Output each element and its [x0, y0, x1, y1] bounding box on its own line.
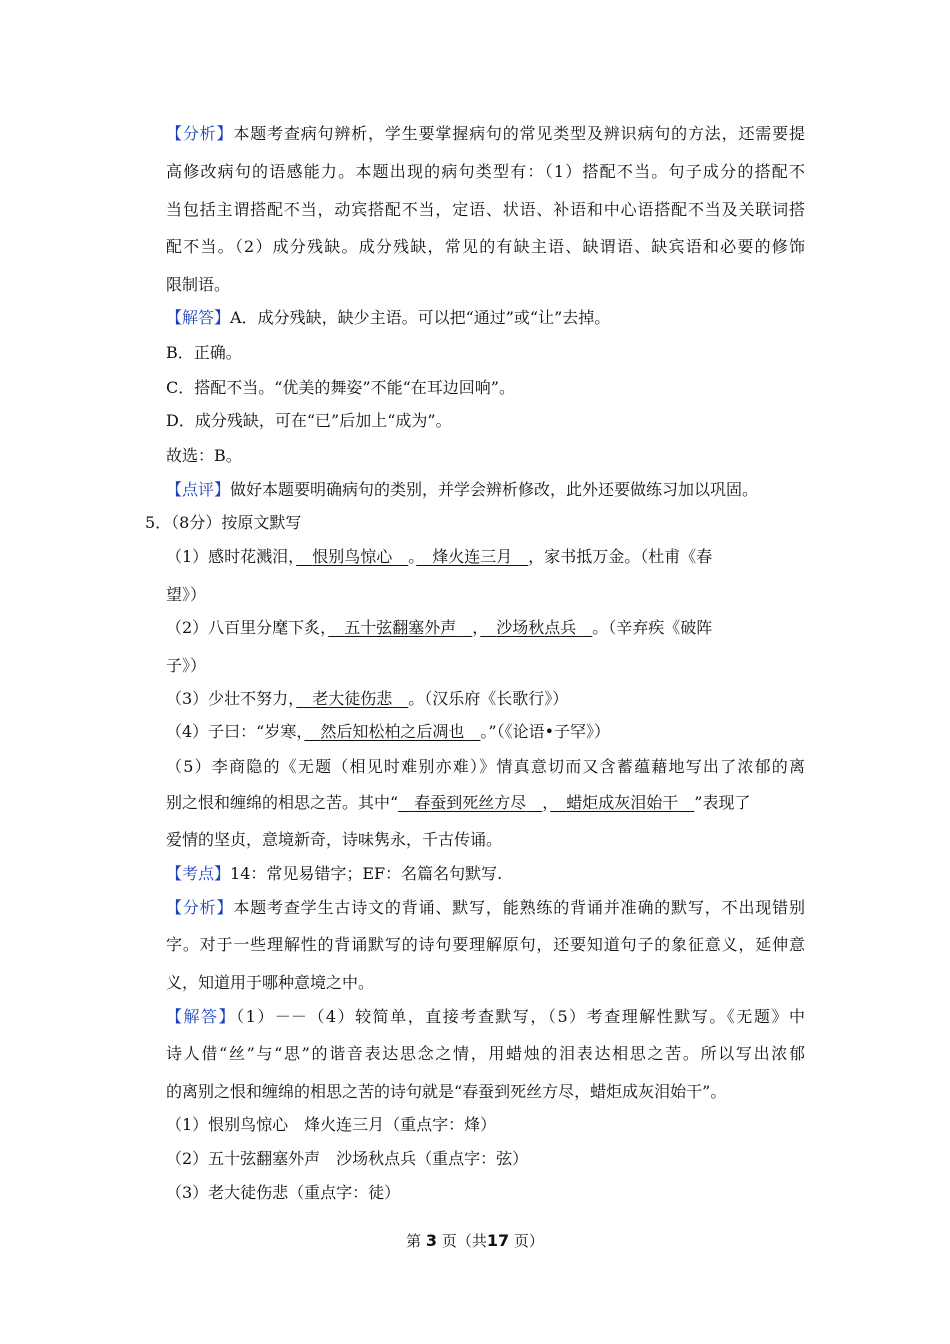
analysis-tag: 【分析】	[166, 898, 234, 917]
q5-analysis-line-3: 义，知道用于哪种意境之中。	[166, 973, 375, 992]
q5-key-line-3: （3）老大徒伤悲（重点字：徒）	[166, 1183, 401, 1202]
answer-blank: 老大徒伤悲	[312, 689, 393, 708]
q5-key-line-2: （2）五十弦翻塞外声 沙场秋点兵（重点字：弦）	[166, 1149, 529, 1168]
answer-blank: 五十弦翻塞外声	[344, 618, 457, 637]
q4-analysis-line-4: 配不当。（2）成分残缺。成分残缺，常见的有缺主语、缺谓语、缺宾语和必要的修饰	[166, 237, 805, 256]
q4-answer-c: C．搭配不当。“优美的舞姿”不能“在耳边回响”。	[166, 378, 515, 397]
q4-answer-b: B．正确。	[166, 343, 242, 362]
answer-tag: 【解答】	[166, 308, 231, 327]
answer-blank: 恨别鸟惊心	[312, 547, 393, 566]
answer-tag: 【解答】	[166, 1007, 237, 1026]
q5-item-4: （4）子曰：“岁寒， 然后知松柏之后凋也 。”（《论语•子罕》）	[166, 722, 611, 741]
q4-comment: 【点评】做好本题要明确病句的类别，并学会辨析修改，此外还要做练习加以巩固。	[166, 480, 759, 499]
analysis-tag: 【分析】	[166, 124, 234, 143]
q5-item-2: （2）八百里分麾下炙， 五十弦翻塞外声 ， 沙场秋点兵 。（辛弃疾《破阵	[166, 618, 713, 637]
page-number: 3	[425, 1231, 438, 1250]
q5-item-3: （3）少壮不努力， 老大徒伤悲 。（汉乐府《长歌行》）	[166, 689, 569, 708]
q5-title: 5．（8分）按原文默写	[145, 513, 302, 532]
comment-tag: 【点评】	[166, 480, 231, 499]
page-footer: 第 3 页（共17 页）	[406, 1231, 544, 1250]
keypoint-tag: 【考点】	[166, 864, 231, 883]
answer-blank: 春蚕到死丝方尽	[414, 793, 527, 812]
answer-blank: 沙场秋点兵	[496, 618, 577, 637]
q5-analysis-line-2: 字。对于一些理解性的背诵默写的诗句要理解原句，还要知道句子的象征意义，延伸意	[166, 935, 805, 954]
answer-blank: 然后知松柏之后凋也	[320, 722, 465, 741]
q4-answer-a: 【解答】A．成分残缺，缺少主语。可以把“通过”或“让”去掉。	[166, 308, 611, 327]
q5-answer-line-3: 的离别之恨和缠绵的相思之苦的诗句就是“春蚕到死丝方尽，蜡炬成灰泪始干”。	[166, 1082, 727, 1101]
q5-item-2-cont: 子》）	[166, 656, 207, 675]
q5-item-1-cont: 望》）	[166, 585, 207, 604]
q4-analysis-line-2: 高修改病句的语感能力。本题出现的病句类型有：（1）搭配不当。句子成分的搭配不	[166, 162, 805, 181]
q4-choice: 故选：B。	[166, 446, 242, 465]
answer-blank: 蜡炬成灰泪始干	[566, 793, 679, 812]
q5-answer-line-1: 【解答】（1）－－（4）较简单，直接考查默写，（5）考查理解性默写。《无题》中	[166, 1007, 805, 1026]
q5-item-5-line-3: 爱情的坚贞，意境新奇，诗味隽永，千古传诵。	[166, 830, 503, 849]
q5-analysis-line-1: 【分析】本题考查学生古诗文的背诵、默写，能熟练的背诵并准确的默写，不出现错别	[166, 898, 805, 917]
q4-analysis-line-3: 当包括主谓搭配不当，动宾搭配不当，定语、状语、补语和中心语搭配不当及关联词搭	[166, 200, 805, 219]
q5-keypoint: 【考点】14：常见易错字；EF：名篇名句默写.	[166, 864, 503, 883]
q5-item-5-line-1: （5）李商隐的《无题（相见时难别亦难）》情真意切而又含蓄蕴藉地写出了浓郁的离	[166, 757, 805, 776]
q5-key-line-1: （1）恨别鸟惊心 烽火连三月（重点字：烽）	[166, 1115, 497, 1134]
q5-item-1: （1）感时花溅泪， 恨别鸟惊心 。 烽火连三月 ，家书抵万金。（杜甫《春	[166, 547, 713, 566]
answer-blank: 烽火连三月	[432, 547, 513, 566]
q4-analysis-line-5: 限制语。	[166, 275, 231, 294]
q5-item-5-line-2: 别之恨和缠绵的相思之苦。其中“ 春蚕到死丝方尽 ， 蜡炬成灰泪始干 ”表现了	[166, 793, 751, 812]
page-total: 17	[486, 1231, 510, 1250]
q5-answer-line-2: 诗人借“丝”与“思”的谐音表达思念之情，用蜡烛的泪表达相思之苦。所以写出浓郁	[166, 1044, 805, 1063]
q4-analysis-line-1: 【分析】本题考查病句辨析，学生要掌握病句的常见类型及辨识病句的方法，还需要提	[166, 124, 805, 143]
q4-answer-d: D．成分残缺，可在“已”后加上“成为”。	[166, 411, 452, 430]
